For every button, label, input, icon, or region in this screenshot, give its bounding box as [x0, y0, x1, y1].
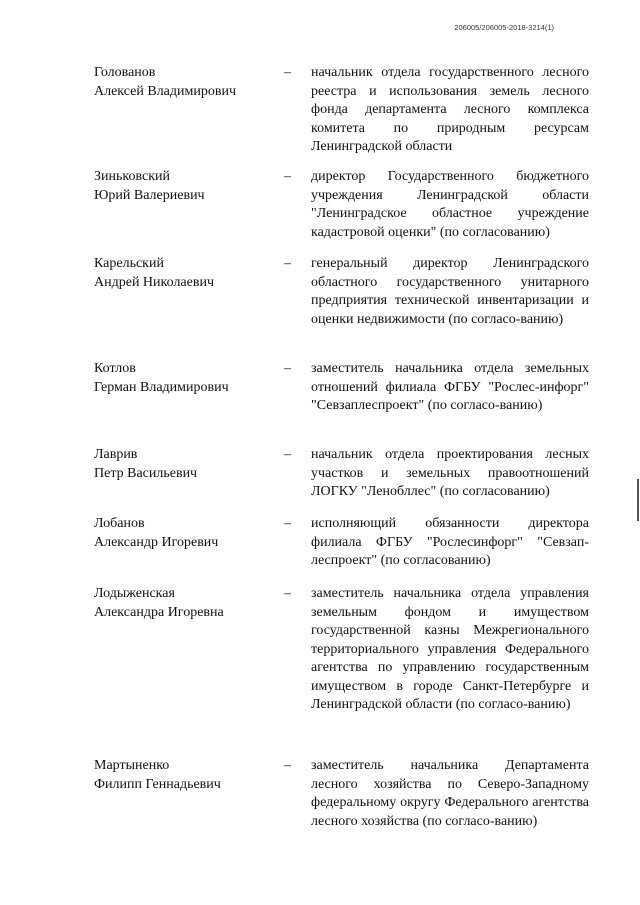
separator-dash: –	[284, 516, 291, 531]
person-name	[94, 64, 274, 101]
person-name	[94, 255, 274, 292]
person-given-name: Алексей Владимирович	[94, 83, 237, 99]
person-name	[94, 757, 274, 794]
person-name	[94, 585, 274, 622]
separator-dash: –	[284, 65, 291, 80]
list-entry	[0, 757, 640, 857]
person-given-name: Андрей Николаевич	[94, 274, 214, 290]
position-description: генеральный директор Ленинградского областного государственного унитарного предприятия технической инвентаризации и оценки недвижимости (по согласо-ванию)	[311, 256, 589, 327]
separator-dash: –	[284, 256, 291, 271]
separator-dash: –	[284, 447, 291, 462]
person-surname: Лобанов	[94, 516, 145, 531]
person-surname: Голованов	[94, 65, 156, 80]
list-entry	[0, 64, 640, 168]
person-surname: Лодыженская	[94, 586, 175, 601]
person-given-name: Юрий Валериевич	[94, 187, 205, 203]
person-given-name: Герман Владимирович	[94, 379, 229, 395]
position-description: заместитель начальника Департамента лесного хозяйства по Северо-Западному федеральному округу Федерального агентства лесного хозяйства (по согласо-ванию)	[311, 758, 589, 829]
separator-dash: –	[284, 758, 291, 773]
person-surname: Лаврив	[94, 447, 138, 462]
margin-mark	[637, 479, 639, 521]
person-given-name: Филипп Геннадьевич	[94, 776, 221, 792]
list-entry	[0, 255, 640, 360]
separator-dash: –	[284, 169, 291, 184]
separator-dash: –	[284, 361, 291, 376]
position-description: исполняющий обязанности директора филиала ФГБУ "Рослесинфорг" "Севзап-леспроект" (по согласованию)	[311, 516, 589, 568]
list-entry	[0, 168, 640, 255]
person-given-name: Петр Васильевич	[94, 465, 198, 481]
person-surname: Котлов	[94, 361, 136, 376]
person-name	[94, 360, 274, 397]
position-description: начальник отдела проектирования лесных участков и земельных правоотношений ЛОГКУ "Ленобллес" (по согласованию)	[311, 447, 589, 499]
position-description: заместитель начальника отдела управления земельным фондом и имуществом государственной казны Межрегионального территориального управления Федерального агентства по управлению государственным имуществом в городе Санкт-Петербурге и Ленинградской области (по согласо-ванию)	[311, 586, 589, 712]
position-description: начальник отдела государственного лесного реестра и использования земель лесного фонда департамента лесного комплекса комитета по природным ресурсам Ленинградской области	[311, 65, 589, 154]
separator-dash: –	[284, 586, 291, 601]
list-entry	[0, 446, 640, 515]
person-name	[94, 446, 274, 483]
person-name	[94, 515, 274, 552]
document-id: 206005/206005-2018-3214(1)	[454, 23, 554, 32]
list-entry	[0, 585, 640, 757]
person-surname: Зиньковский	[94, 169, 171, 184]
position-description: директор Государственного бюджетного учреждения Ленинградской области "Ленинградское областное учреждение кадастровой оценки" (по согласованию)	[311, 169, 589, 240]
list-entry	[0, 360, 640, 446]
list-entry	[0, 515, 640, 585]
person-surname: Мартыненко	[94, 758, 170, 773]
person-given-name: Александра Игоревна	[94, 604, 224, 620]
member-list	[0, 64, 640, 857]
person-name	[94, 168, 274, 205]
person-given-name: Александр Игоревич	[94, 534, 219, 550]
position-description: заместитель начальника отдела земельных отношений филиала ФГБУ "Рослес-инфорг" "Севзаплеспроект" (по согласо-ванию)	[311, 361, 589, 413]
person-surname: Карельский	[94, 256, 164, 271]
